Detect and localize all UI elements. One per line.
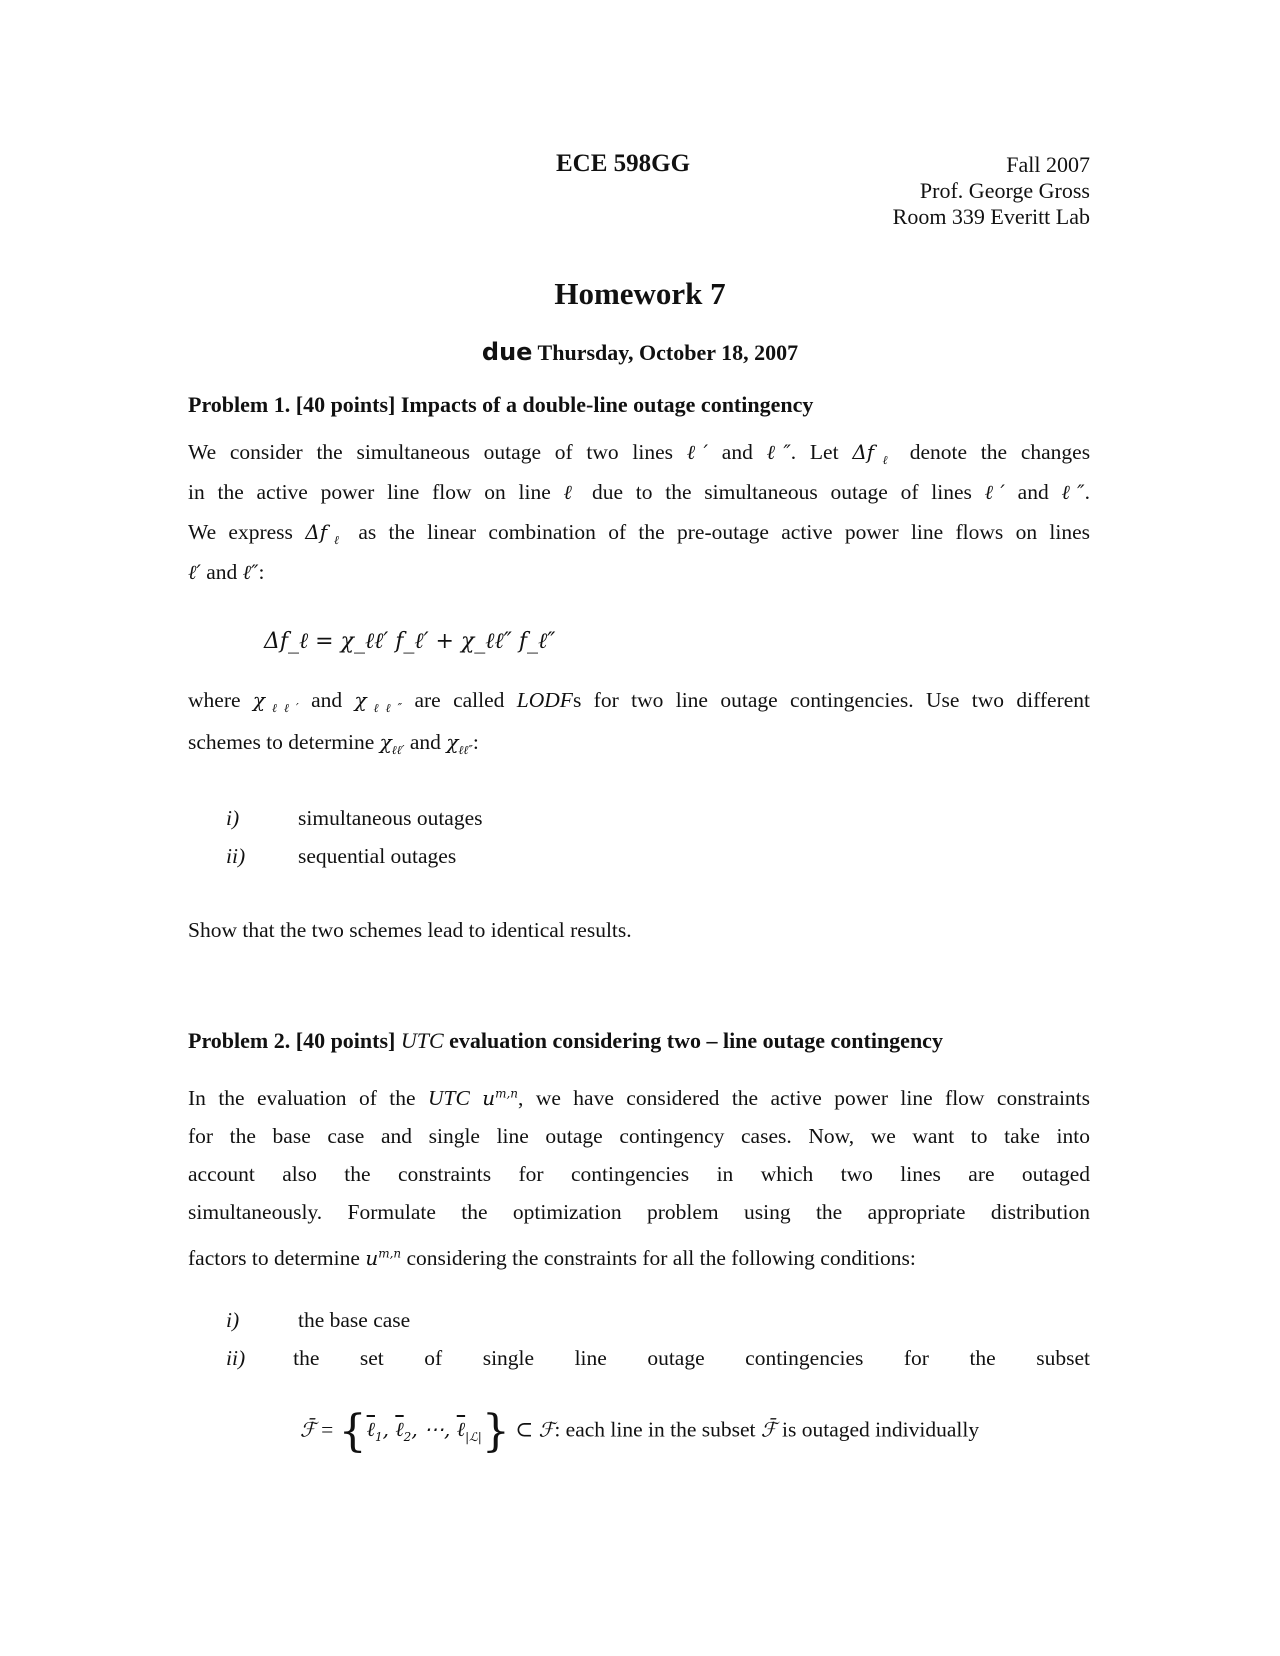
course-code: ECE 598GG [556,150,691,177]
page-title: Homework 7 [554,276,726,311]
room: Room 339 Everitt Lab [892,204,1090,229]
problem-2-line-2: for the base case and single line outage contingency cases. Now, we want to take into [188,1124,1090,1148]
problem-2-item-2: ii) the set of single line outage contingencies for the subset [226,1346,1090,1370]
subset-symbol: ℱ̄ [300,1417,316,1442]
due-word: due [481,338,533,366]
problem-1-conclusion: Show that the two schemes lead to identical results. [188,918,632,942]
problem-1-heading: Problem 1. [40 points] Impacts of a double-line outage contingency [188,392,814,417]
problem-1-line-4: ℓ′ and ℓ″: [188,560,265,584]
problem-2-line-1: In the evaluation of the UTC $u^{m,n}$, we have considered the active power line flow constraints [188,1086,1091,1110]
problem-2-line-3: account also the constraints for contingencies in which two lines are outaged [188,1162,1090,1186]
problem-1-line-2: in the active power line flow on line ℓ due to the simultaneous outage of lines ℓ′ and ℓ″. [188,480,1091,504]
problem-1-line-1: We consider the simultaneous outage of two lines ℓ′ and ℓ″. Let $\Delta f_\ell$ denote the changes [188,440,1091,467]
due-date-value: Thursday, October 18, 2007 [537,340,799,365]
course-info [893,152,1090,230]
problem-2-heading: Problem 2. [40 points] UTC evaluation considering two – line outage contingency [188,1028,943,1053]
semester: Fall 2007 [1006,152,1090,177]
problem-1-schemes: schemes to determine $\chi_{\ell\ell'}$ and $\chi_{\ell\ell''}$: [188,730,479,757]
right-brace: } [481,1406,510,1457]
professor: Prof. George Gross [919,178,1090,203]
problem-1-where: where $\chi_{\ell\ell'}$ and $\chi_{\ell\ell''}$ are called LODFs for two line outage contingencies. Use two different [188,688,1091,715]
problem-1-line-3: We express $\Delta f_\ell$ as the linear combination of the pre-outage active power line flows on lines [188,520,1091,547]
problem-2-line-4: simultaneously. Formulate the optimization problem using the appropriate distribution [188,1200,1090,1224]
due-date [0,338,1280,366]
left-brace: { [338,1406,367,1457]
lodf-equation: Δf_ℓ = χ_ℓℓ′ f_ℓ′ + χ_ℓℓ″ f_ℓ″ [264,629,556,654]
problem-2-line-5: factors to determine $u^{m,n}$ considering the constraints for all the following conditions: [188,1246,916,1270]
subset-definition: ℱ̄ = {ℓ$_1$, ℓ$_2$, ⋯, ℓ$_{|ℒ|}$} ⊂ ℱ: each line in the subset ℱ̄ is outaged individually [300,1406,980,1457]
